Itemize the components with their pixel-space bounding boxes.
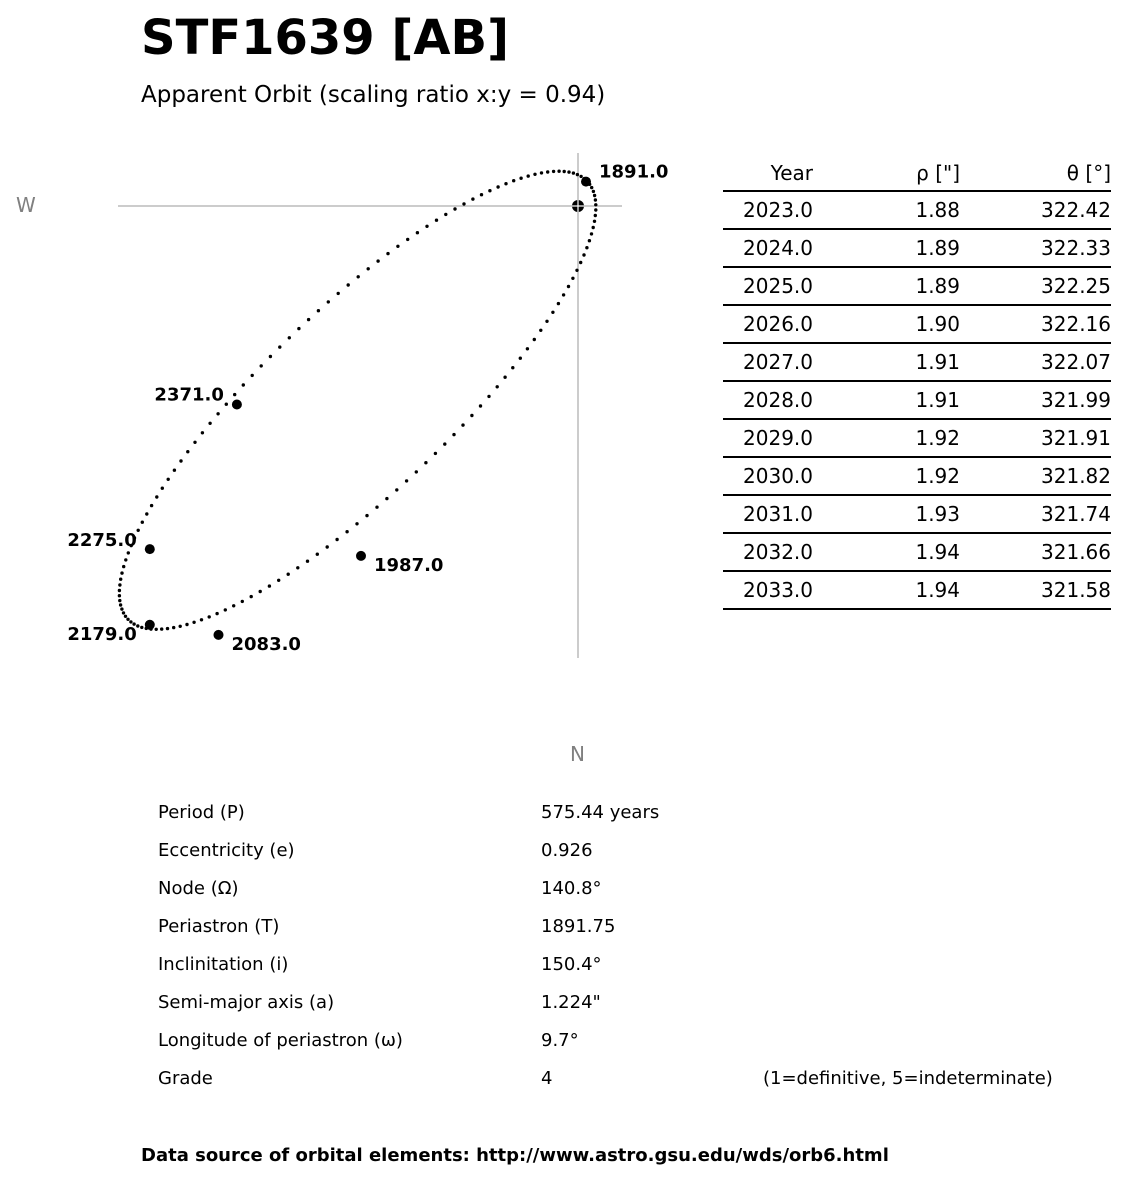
orbit-dot [186, 450, 189, 453]
orbit-dot [193, 441, 196, 444]
orbit-dot [326, 545, 329, 548]
orbit-dot [316, 553, 319, 556]
orbit-dot [588, 239, 591, 242]
orbit-dot [241, 600, 244, 603]
orbit-dot [557, 170, 560, 173]
orbit-dot [160, 627, 163, 630]
cell-rho: 1.91 [813, 381, 960, 419]
cell-year: 2028.0 [723, 381, 813, 419]
orbit-dot [551, 311, 554, 314]
orbit-dot [453, 207, 456, 210]
axis-label-w: W [16, 193, 36, 217]
cell-year: 2027.0 [723, 343, 813, 381]
cell-year: 2024.0 [723, 229, 813, 267]
orbit-dot [594, 214, 597, 217]
orbit-dot [572, 171, 575, 174]
orbit-dot [287, 573, 290, 576]
orbit-dot [503, 376, 506, 379]
orbit-dot [268, 584, 271, 587]
orbit-dot [461, 423, 464, 426]
cell-theta: 321.74 [960, 495, 1111, 533]
orbit-dot [557, 302, 560, 305]
element-value: 150.4° [541, 954, 602, 975]
element-value: 140.8° [541, 878, 602, 899]
orbit-dot [406, 238, 409, 241]
element-label: Period (P) [158, 802, 245, 823]
orbit-dot [185, 623, 188, 626]
orbit-dot [127, 551, 130, 554]
table-row [723, 419, 1111, 457]
orbit-dot [496, 185, 499, 188]
element-label: Inclinitation (i) [158, 954, 289, 975]
orbit-dot [590, 232, 593, 235]
orbit-dot [250, 595, 253, 598]
orbit-dot [585, 246, 588, 249]
orbit-dot [124, 558, 127, 561]
epoch-label: 2275.0 [67, 530, 137, 552]
orbit-dot [225, 403, 228, 406]
element-value: 0.926 [541, 840, 593, 861]
orbit-dot [141, 521, 144, 524]
orbit-dot [576, 173, 579, 176]
orbit-dot [385, 497, 388, 500]
orbit-dot [307, 318, 310, 321]
orbit-dot [443, 442, 446, 445]
orbit-dot [444, 213, 447, 216]
orbit-dot [278, 345, 281, 348]
orbit-dot [179, 459, 182, 462]
orbit-dot [562, 293, 565, 296]
orbit-dot [251, 374, 254, 377]
orbit-dot [592, 226, 595, 229]
orbit-dot [224, 608, 227, 611]
orbit-plot [0, 0, 700, 780]
orbit-dot [317, 309, 320, 312]
orbit-dot [242, 383, 245, 386]
orbit-dot [425, 225, 428, 228]
orbit-dot [327, 300, 330, 303]
orbit-dot [215, 612, 218, 615]
epoch-label: 1987.0 [374, 554, 444, 576]
orbit-dot [386, 252, 389, 255]
cell-year: 2033.0 [723, 571, 813, 609]
ephemeris-header-row [723, 156, 1111, 191]
orbit-dot [592, 190, 595, 193]
orbit-dot [208, 615, 211, 618]
cell-rho: 1.92 [813, 419, 960, 457]
orbit-dot [533, 173, 536, 176]
orbit-dot [582, 253, 585, 256]
table-row [723, 457, 1111, 495]
cell-rho: 1.88 [813, 191, 960, 229]
axis-label-n: N [570, 742, 585, 766]
chart-title: STF1639 [AB] [141, 10, 510, 66]
ephemeris-table [723, 156, 1111, 610]
orbit-dot [145, 512, 148, 515]
orbit-dot [424, 461, 427, 464]
cell-rho: 1.89 [813, 267, 960, 305]
orbit-dot [166, 627, 169, 630]
orbit-dot [593, 194, 596, 197]
cell-theta: 321.91 [960, 419, 1111, 457]
orbit-dot [296, 566, 299, 569]
grade-note: (1=definitive, 5=indeterminate) [763, 1068, 1053, 1089]
epoch-marker [232, 400, 242, 410]
table-row [723, 305, 1111, 343]
epoch-marker [145, 620, 155, 630]
cell-rho: 1.90 [813, 305, 960, 343]
cell-rho: 1.94 [813, 533, 960, 571]
cell-theta: 322.07 [960, 343, 1111, 381]
orbit-dot [367, 267, 370, 270]
orbit-dot [216, 412, 219, 415]
orbit-dot [118, 583, 121, 586]
orbit-dot [527, 174, 530, 177]
orbit-dot [567, 285, 570, 288]
cell-year: 2031.0 [723, 495, 813, 533]
element-label: Semi-major axis (a) [158, 992, 335, 1013]
orbit-dot [452, 433, 455, 436]
orbit-dot [579, 261, 582, 264]
orbit-dot [567, 170, 570, 173]
orbit-dot [124, 615, 127, 618]
orbit-dot [335, 538, 338, 541]
orbit-dot [552, 170, 555, 173]
orbit-dot [208, 422, 211, 425]
cell-rho: 1.91 [813, 343, 960, 381]
orbit-dot [347, 283, 350, 286]
orbit-dot [571, 277, 574, 280]
orbit-dot [288, 336, 291, 339]
orbit-dot [416, 231, 419, 234]
orbit-dot [155, 495, 158, 498]
orbit-dot [259, 590, 262, 593]
cell-theta: 322.16 [960, 305, 1111, 343]
cell-theta: 322.42 [960, 191, 1111, 229]
orbit-dot [119, 578, 122, 581]
cell-year: 2030.0 [723, 457, 813, 495]
orbit-dot [120, 571, 123, 574]
orbit-dot [539, 329, 542, 332]
epoch-marker [581, 177, 591, 187]
orbit-dot [480, 193, 483, 196]
orbit-dot [200, 618, 203, 621]
orbit-dot [395, 488, 398, 491]
orbit-dot [233, 393, 236, 396]
orbit-dot [512, 179, 515, 182]
cell-rho: 1.89 [813, 229, 960, 267]
cell-rho: 1.92 [813, 457, 960, 495]
orbit-dot [471, 197, 474, 200]
orbit-dot [192, 621, 195, 624]
epoch-label: 2083.0 [231, 633, 301, 655]
orbit-dot [526, 347, 529, 350]
orbit-dot [511, 366, 514, 369]
cell-rho: 1.93 [813, 495, 960, 533]
element-value: 9.7° [541, 1030, 579, 1051]
element-label: Longitude of periastron (ω) [158, 1030, 403, 1051]
element-value: 4 [541, 1068, 553, 1089]
table-row [723, 229, 1111, 267]
orbit-dot [434, 452, 437, 455]
table-row [723, 381, 1111, 419]
orbit-dot [306, 560, 309, 563]
cell-year: 2026.0 [723, 305, 813, 343]
element-label: Periastron (T) [158, 916, 280, 937]
orbit-dot [579, 175, 582, 178]
orbit-dot [297, 327, 300, 330]
epoch-marker [356, 551, 366, 561]
cell-year: 2025.0 [723, 267, 813, 305]
orbit-dot [519, 177, 522, 180]
orbit-dot [155, 628, 158, 631]
table-row [723, 267, 1111, 305]
table-row [723, 533, 1111, 571]
orbit-dot [504, 182, 507, 185]
orbit-dot [179, 625, 182, 628]
orbit-dot [575, 269, 578, 272]
orbit-dot [126, 618, 129, 621]
orbit-dot [533, 338, 536, 341]
orbit-dot [519, 357, 522, 360]
cell-rho: 1.94 [813, 571, 960, 609]
orbit-dot [405, 479, 408, 482]
element-value: 1.224" [541, 992, 601, 1013]
orbit-dot [172, 626, 175, 629]
epoch-label: 2371.0 [154, 384, 224, 406]
orbit-dot [376, 259, 379, 262]
orbit-dot [122, 611, 125, 614]
orbit-dot [277, 579, 280, 582]
epoch-label: 2179.0 [67, 623, 137, 645]
epoch-marker [145, 544, 155, 554]
cell-theta: 321.58 [960, 571, 1111, 609]
orbit-dot [201, 431, 204, 434]
orbit-dot [337, 292, 340, 295]
orbit-dot [118, 594, 121, 597]
orbit-dot [232, 604, 235, 607]
orbit-dot [540, 171, 543, 174]
cell-year: 2023.0 [723, 191, 813, 229]
cell-theta: 321.66 [960, 533, 1111, 571]
orbit-dot [590, 186, 593, 189]
header-rho: ρ ["] [813, 156, 960, 191]
orbit-dot [173, 469, 176, 472]
cell-year: 2029.0 [723, 419, 813, 457]
element-label: Node (Ω) [158, 878, 239, 899]
orbit-dot [545, 320, 548, 323]
element-value: 575.44 years [541, 802, 660, 823]
orbit-dot [462, 202, 465, 205]
orbit-dot [150, 504, 153, 507]
orbit-dot [487, 395, 490, 398]
data-source: Data source of orbital elements: http://www.astro.gsu.edu/wds/orb6.html [141, 1145, 889, 1166]
orbit-dot [546, 170, 549, 173]
orbit-dot [357, 275, 360, 278]
orbit-dot [365, 514, 368, 517]
orbit-dot [470, 414, 473, 417]
table-row [723, 571, 1111, 609]
cell-year: 2032.0 [723, 533, 813, 571]
orbit-dot [479, 404, 482, 407]
orbit-dot [488, 189, 491, 192]
chart-subtitle: Apparent Orbit (scaling ratio x:y = 0.94) [141, 82, 606, 108]
orbit-dot [355, 522, 358, 525]
epoch-label: 1891.0 [599, 161, 669, 183]
cell-theta: 321.99 [960, 381, 1111, 419]
cell-theta: 321.82 [960, 457, 1111, 495]
orbit-dot [118, 589, 121, 592]
orbit-dot [161, 487, 164, 490]
epoch-marker [214, 630, 224, 640]
element-value: 1891.75 [541, 916, 616, 937]
orbit-dot [415, 470, 418, 473]
header-year: Year [723, 156, 813, 191]
table-row [723, 343, 1111, 381]
orbit-dot [563, 170, 566, 173]
header-theta: θ [°] [960, 156, 1111, 191]
orbit-dot [137, 529, 140, 532]
orbit-dot [120, 607, 123, 610]
orbit-dot [594, 198, 597, 201]
orbit-dot [594, 203, 597, 206]
element-label: Eccentricity (e) [158, 840, 295, 861]
orbit-dot [594, 208, 597, 211]
orbit-dot [396, 245, 399, 248]
orbit-dot [593, 220, 596, 223]
orbit-dot [122, 565, 125, 568]
table-row [723, 495, 1111, 533]
orbit-dot [118, 599, 121, 602]
cell-theta: 322.33 [960, 229, 1111, 267]
orbit-dot [269, 355, 272, 358]
orbit-dot [167, 478, 170, 481]
orbit-dot [260, 364, 263, 367]
table-row [723, 191, 1111, 229]
orbit-dot [345, 530, 348, 533]
orbit-dot [119, 603, 122, 606]
cell-theta: 322.25 [960, 267, 1111, 305]
orbit-dot [375, 506, 378, 509]
orbit-dot [140, 626, 143, 629]
element-label: Grade [158, 1068, 213, 1089]
orbit-dot [496, 385, 499, 388]
orbit-dot [435, 219, 438, 222]
